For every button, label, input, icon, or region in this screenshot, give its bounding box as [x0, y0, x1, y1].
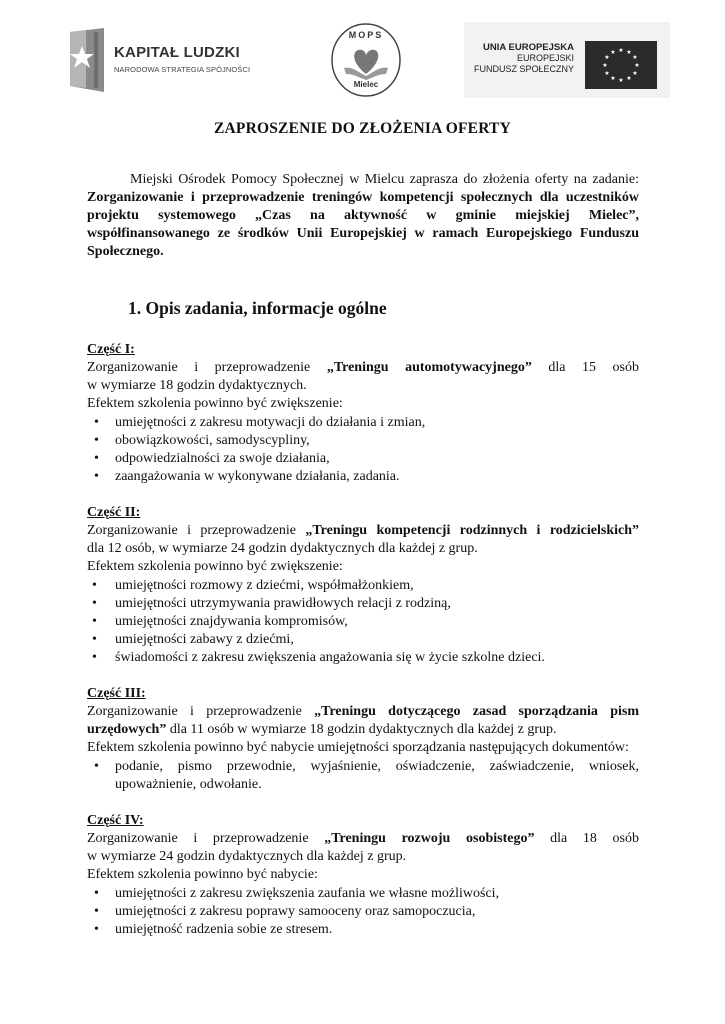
- part-description: [87, 359, 639, 377]
- svg-text:★: ★: [632, 70, 638, 77]
- list-item: • obowiązkowości, samodyscypliny,: [115, 432, 639, 450]
- part-desc-lead: Zorganizowanie i przeprowadzenie: [87, 831, 325, 846]
- part-2: [87, 504, 639, 667]
- intro-lead: Miejski Ośrodek Pomocy Społecznej w Mielcu zaprasza do złożenia oferty na zadanie:: [130, 172, 639, 187]
- document-body: [87, 171, 639, 957]
- kapital-ludzki-emblem-icon: [64, 28, 110, 92]
- training-name: „Treningu rozwoju osobistego”: [324, 831, 535, 846]
- list-item: • zaangażowania w wykonywane działania, zadania.: [115, 468, 639, 486]
- svg-text:★: ★: [604, 70, 610, 77]
- mops-city: Mielec: [353, 80, 379, 89]
- part-desc-tail: dla 15 osób: [531, 360, 640, 375]
- kapital-ludzki-name: KAPITAŁ LUDZKI: [114, 44, 240, 61]
- intro-task-name: Zorganizowanie i przeprowadzenie treningów kompetencji społecznych dla uczestników projektu systemowego „Czas na aktywność w gminie miejskiej Mielec”, współfinansowanego ze środków Unii Europejskiej w ramach Europejskiego Funduszu Społecznego.: [87, 190, 639, 259]
- svg-text:★: ★: [610, 49, 616, 56]
- part-3: [87, 685, 639, 794]
- part-desc-tail: dla 11 osób w wymiarze 18 godzin dydaktycznych dla każdej z grup.: [166, 722, 557, 737]
- svg-text:★: ★: [602, 62, 608, 69]
- kapital-ludzki-logo: [64, 28, 264, 92]
- part-title: Część II:: [87, 505, 141, 520]
- list-item: • umiejętności znajdywania kompromisów,: [115, 613, 639, 631]
- svg-text:★: ★: [610, 75, 616, 82]
- effect-list: [87, 758, 639, 794]
- part-hours: w wymiarze 24 godzin dydaktycznych dla każdej z grup.: [87, 849, 407, 864]
- part-effect: Efektem szkolenia powinno być zwiększenie:: [87, 559, 343, 574]
- svg-text:★: ★: [604, 54, 610, 61]
- list-item: • umiejętności z zakresu poprawy samooceny oraz samopoczucia,: [115, 903, 639, 921]
- svg-text:★: ★: [626, 49, 632, 56]
- eu-text-block: [474, 42, 574, 75]
- mops-name: MOPS: [348, 30, 384, 40]
- part-desc-lead: Zorganizowanie i przeprowadzenie: [87, 360, 327, 375]
- part-hours: dla 12 osób, w wymiarze 24 godzin dydaktycznych dla każdej z grup.: [87, 541, 478, 556]
- part-4: [87, 812, 639, 939]
- part-description: [87, 830, 639, 848]
- list-item: • umiejętności zabawy z dziećmi,: [115, 631, 639, 649]
- svg-text:★: ★: [634, 62, 640, 69]
- list-item: • podanie, pismo przewodnie, wyjaśnienie, oświadczenie, zaświadczenie, wniosek, upoważnienie, odwołanie.: [115, 758, 639, 794]
- mops-logo: [330, 22, 402, 100]
- part-effect: Efektem szkolenia powinno być zwiększenie:: [87, 396, 343, 411]
- part-desc-lead: Zorganizowanie i przeprowadzenie: [87, 523, 306, 538]
- part-desc-lead: Zorganizowanie i przeprowadzenie: [87, 704, 315, 719]
- page-header: [64, 22, 670, 102]
- svg-text:★: ★: [626, 75, 632, 82]
- kapital-ludzki-subtitle: NARODOWA STRATEGIA SPÓJNOŚCI: [114, 65, 251, 74]
- part-title: Część IV:: [87, 813, 144, 828]
- eu-line-3: FUNDUSZ SPOŁECZNY: [473, 64, 574, 74]
- part-title: Część I:: [87, 342, 135, 357]
- part-desc-tail: dla 18 osób: [534, 831, 640, 846]
- part-description: [87, 703, 639, 739]
- list-item: • umiejętności z zakresu motywacji do działania i zmian,: [115, 414, 639, 432]
- list-item: • umiejętności utrzymywania prawidłowych relacji z rodziną,: [115, 595, 639, 613]
- list-item: • umiejętność radzenia sobie ze stresem.: [115, 921, 639, 939]
- part-title: Część III:: [87, 686, 146, 701]
- eu-logo: [464, 22, 670, 98]
- svg-text:★: ★: [618, 47, 624, 54]
- training-name: „Treningu dotyczącego zasad sporządzania pism urzędowych”: [87, 704, 639, 737]
- effect-list: [87, 577, 639, 667]
- list-item: • świadomości z zakresu zwiększenia angażowania się w życie szkolne dzieci.: [115, 649, 639, 667]
- section-heading: 1. Opis zadania, informacje ogólne: [128, 298, 387, 318]
- document-title: ZAPROSZENIE DO ZŁOŻENIA OFERTY: [213, 120, 511, 137]
- training-name: „Treningu kompetencji rodzinnych i rodzicielskich”: [305, 523, 640, 538]
- svg-text:★: ★: [632, 54, 638, 61]
- part-hours: w wymiarze 18 godzin dydaktycznych.: [87, 378, 307, 393]
- part-effect: Efektem szkolenia powinno być nabycie:: [87, 867, 318, 882]
- effect-list: [87, 414, 639, 486]
- eu-flag-icon: [585, 41, 657, 89]
- part-description: [87, 522, 639, 540]
- eu-line-2: EUROPEJSKI: [516, 53, 574, 63]
- svg-text:★: ★: [618, 77, 624, 84]
- list-item: • odpowiedzialności za swoje działania,: [115, 450, 639, 468]
- list-item: • umiejętności z zakresu zwiększenia zaufania we własne możliwości,: [115, 885, 639, 903]
- part-effect: Efektem szkolenia powinno być nabycie umiejętności sporządzania następujących dokumentów:: [87, 740, 629, 755]
- part-1: [87, 341, 639, 486]
- effect-list: [87, 885, 639, 939]
- eu-line-1: UNIA EUROPEJSKA: [483, 42, 574, 53]
- intro-paragraph: [87, 171, 639, 261]
- list-item: • umiejętności rozmowy z dziećmi, współmałżonkiem,: [115, 577, 639, 595]
- training-name: „Treningu automotywacyjnego”: [326, 360, 532, 375]
